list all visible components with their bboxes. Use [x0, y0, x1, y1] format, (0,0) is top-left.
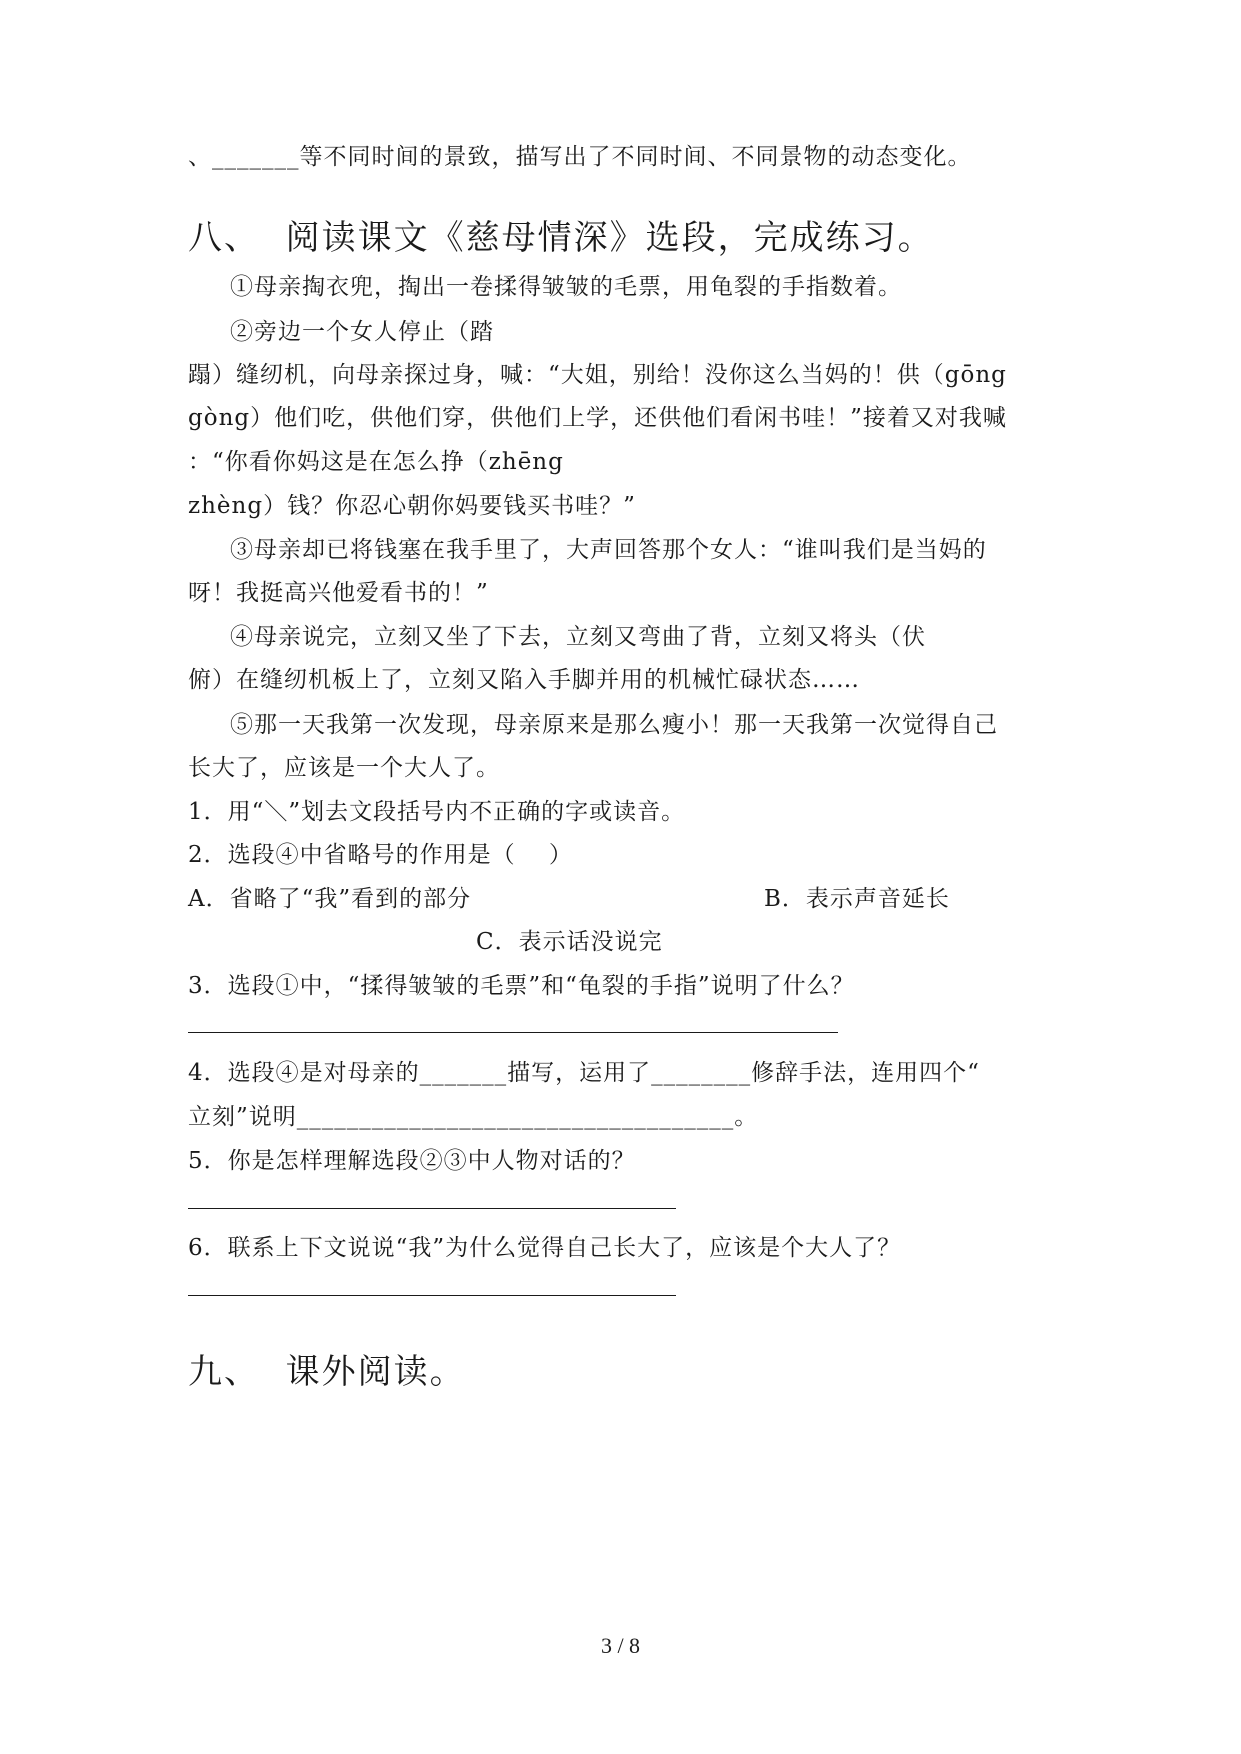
option-a: A．省略了“我”看到的部分: [188, 886, 472, 912]
question-4-line-1: 4．选段④是对母亲的_______描写，运用了________修辞手法，连用四个“: [188, 1060, 980, 1086]
passage-paragraph-5-line-1: ⑤那一天我第一次发现，母亲原来是那么瘦小！那一天我第一次觉得自己: [230, 712, 998, 738]
section-heading-9: 九、 课外阅读。: [188, 1352, 466, 1392]
text-line-continuation: 、_______等不同时间的景致，描写出了不同时间、不同景物的动态变化。: [188, 144, 972, 170]
answer-line-5[interactable]: [188, 1208, 676, 1209]
passage-paragraph-2-line-1: ②旁边一个女人停止（踏: [230, 319, 494, 345]
passage-paragraph-4-line-2: 俯）在缝纫机板上了，立刻又陷入手脚并用的机械忙碌状态……: [188, 667, 860, 693]
page-number: 3 / 8: [600, 1633, 641, 1658]
passage-paragraph-2-line-3: gòng）他们吃，供他们穿，供他们上学，还供他们看闲书哇！”接着又对我喊: [188, 405, 1007, 431]
question-1: 1．用“＼”划去文段括号内不正确的字或读音。: [188, 799, 686, 825]
question-2: 2．选段④中省略号的作用是（ ）: [188, 842, 573, 868]
passage-paragraph-2-line-5: zhèng）钱？你忍心朝你妈要钱买书哇？”: [188, 493, 636, 519]
option-b: B．表示声音延长: [764, 886, 950, 912]
question-3: 3．选段①中，“揉得皱皱的毛票”和“龟裂的手指”说明了什么？: [188, 973, 855, 999]
passage-paragraph-2-line-4: ：“你看你妈这是在怎么挣（zhēng: [188, 449, 564, 475]
answer-line-3[interactable]: [188, 1032, 838, 1033]
option-c: C．表示话没说完: [476, 929, 663, 955]
question-6: 6．联系上下文说说“我”为什么觉得自己长大了，应该是个大人了？: [188, 1235, 902, 1261]
passage-paragraph-1: ①母亲掏衣兜，掏出一卷揉得皱皱的毛票，用龟裂的手指数着。: [230, 274, 902, 300]
passage-paragraph-4-line-1: ④母亲说完，立刻又坐了下去，立刻又弯曲了背，立刻又将头（伏: [230, 624, 926, 650]
question-5: 5．你是怎样理解选段②③中人物对话的？: [188, 1148, 636, 1174]
question-4-line-2: 立刻”说明___________________________________。: [188, 1104, 759, 1130]
passage-paragraph-5-line-2: 长大了，应该是一个大人了。: [188, 755, 500, 781]
passage-paragraph-3-line-1: ③母亲却已将钱塞在我手里了，大声回答那个女人：“谁叫我们是当妈的: [230, 537, 987, 563]
passage-paragraph-2-line-2: 蹋）缝纫机，向母亲探过身，喊：“大姐，别给！没你这么当妈的！供（gōng: [188, 362, 1007, 388]
passage-paragraph-3-line-2: 呀！我挺高兴他爱看书的！”: [188, 580, 489, 606]
section-heading-8: 八、 阅读课文《慈母情深》选段，完成练习。: [188, 218, 934, 258]
answer-line-6[interactable]: [188, 1295, 676, 1296]
